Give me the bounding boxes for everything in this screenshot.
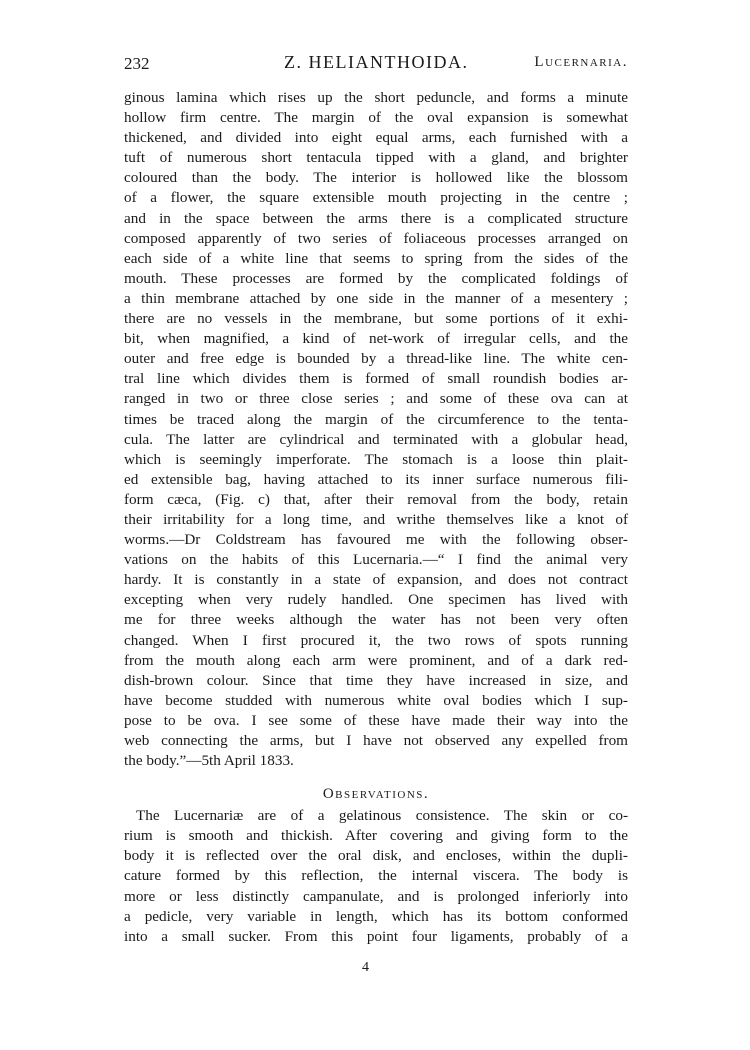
text-line: more or less distinctly campanulate, and is prolonged inferiorly into	[124, 887, 628, 905]
text-line: me for three weeks although the water has not been very often	[124, 611, 628, 629]
text-line: ed extensible bag, having attached to its inner surface numerous fili-	[124, 470, 628, 488]
text-line: body it is reflected over the oral disk, and encloses, within the dupli-	[124, 847, 628, 865]
text-line: worms.—Dr Coldstream has favoured me with the following obser-	[124, 531, 628, 549]
text-line: outer and free edge is bounded by a thread-like line. The white cen-	[124, 350, 628, 368]
text-line: have become studded with numerous white oval bodies which I sup-	[124, 691, 628, 709]
text-line: The Lucernariæ are of a gelatinous consistence. The skin or co-	[136, 807, 628, 825]
text-line: bit, when magnified, a kind of net-work of irregular cells, and the	[124, 330, 628, 348]
text-line: their irritability for a long time, and writhe themselves like a knot of	[124, 510, 628, 528]
text-line: tuft of numerous short tentacula tipped with a gland, and brighter	[124, 149, 628, 167]
text-line: thickened, and divided into eight equal arms, each furnished with a	[124, 129, 628, 147]
text-line: web connecting the arms, but I have not observed any expelled from	[124, 732, 628, 749]
text-line: rium is smooth and thickish. After covering and giving form to the	[124, 827, 628, 845]
text-line: cature formed by this reflection, the internal viscera. The body is	[124, 867, 628, 885]
text-line: there are no vessels in the membrane, but some portions of it exhi-	[124, 310, 628, 328]
text-line: hardy. It is constantly in a state of expansion, and does not contract	[124, 571, 628, 589]
page-number: 232	[124, 54, 150, 73]
text-line: into a small sucker. From this point four ligaments, probably of a	[124, 927, 628, 945]
text-line: a thin membrane attached by one side in the manner of a mesentery ;	[124, 289, 628, 307]
running-title: Z. HELIANTHOIDA.	[284, 52, 469, 72]
paragraph-observations	[124, 806, 628, 947]
paragraph-main	[124, 88, 628, 771]
text-line: each side of a white line that seems to spring from the sides of the	[124, 249, 628, 267]
text-line: ranged in two or three close series ; and some of these ova can at	[124, 390, 628, 408]
body-text	[124, 88, 628, 947]
text-line: times be traced along the margin of the circumference to the tenta-	[124, 410, 628, 428]
text-line: form cæca, (Fig. c) that, after their removal from the body, retain	[124, 490, 628, 508]
text-line: tral line which divides them is formed of small roundish bodies ar-	[124, 370, 628, 388]
text-line: dish-brown colour. Since that time they have increased in size, and	[124, 671, 628, 689]
text-line: and in the space between the arms there is a complicated structure	[124, 209, 628, 227]
section-gap	[124, 771, 628, 783]
text-line: which is seemingly imperforate. The stomach is a loose thin plait-	[124, 450, 628, 468]
observations-heading: Observations.	[322, 786, 430, 803]
text-line: excepting when very rudely handled. One specimen has lived with	[124, 591, 628, 609]
text-line: cula. The latter are cylindrical and terminated with a globular head,	[124, 430, 628, 448]
text-line: mouth. These processes are formed by the complicated foldings of	[124, 269, 628, 287]
text-line: hollow firm centre. The margin of the oval expansion is somewhat	[124, 109, 628, 127]
running-head	[124, 52, 628, 78]
text-line: from the mouth along each arm were prominent, and of a dark red-	[124, 651, 628, 669]
running-section: Lucernaria.	[534, 54, 628, 70]
book-page	[124, 52, 628, 947]
signature-mark: 4	[362, 960, 369, 975]
text-line: a pedicle, very variable in length, which has its bottom conformed	[124, 907, 628, 925]
text-line: composed apparently of two series of foliaceous processes arranged on	[124, 229, 628, 247]
text-line: changed. When I first procured it, the two rows of spots running	[124, 631, 628, 649]
text-line: vations on the habits of this Lucernaria.—“ I find the animal very	[124, 551, 628, 569]
text-line: ginous lamina which rises up the short peduncle, and forms a minute	[124, 89, 628, 106]
text-line: the body.”—5th April 1833.	[124, 752, 294, 770]
text-line: of a flower, the square extensible mouth projecting in the centre ;	[124, 189, 628, 207]
text-line: coloured than the body. The interior is hollowed like the blossom	[124, 169, 628, 187]
text-line: pose to be ova. I see some of these have made their way into the	[124, 711, 628, 729]
